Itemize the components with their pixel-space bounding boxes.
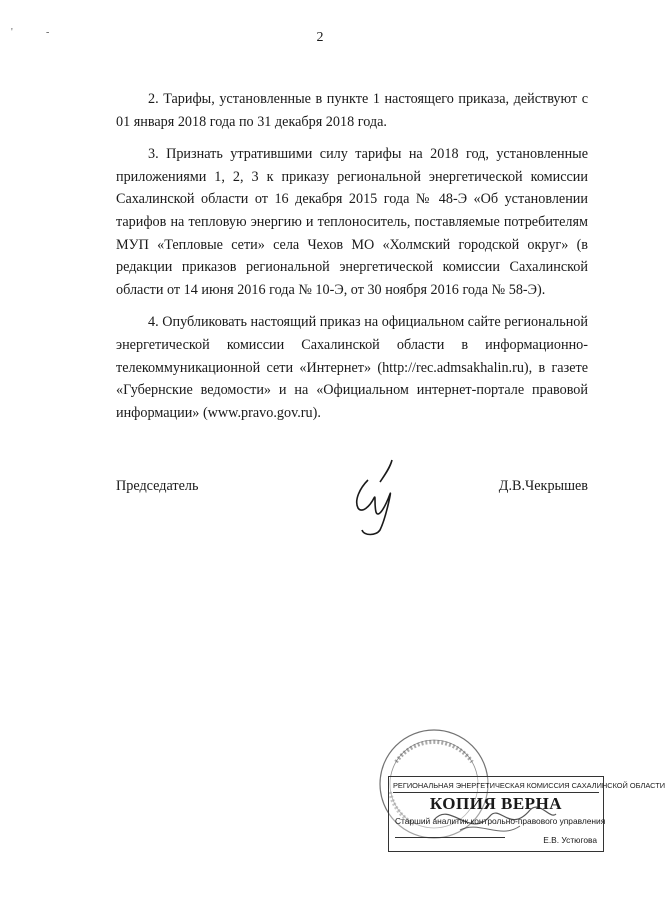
stamp-person: Е.В. Устюгова <box>543 835 597 845</box>
signatory-role: Председатель <box>116 478 199 494</box>
document-body <box>116 88 588 434</box>
page-number: 2 <box>316 30 324 45</box>
handwritten-signature <box>340 458 420 538</box>
paragraph-4: 4. Опубликовать настоящий приказ на официальном сайте региональной энергетической комиссии Сахалинской области в информационно-телекоммуникационной сети «Интернет» (http://rec.admsakhalin.ru), в газете «Губернские ведомости» и на «Официальном интернет-портале правовой информации» (www.pravo.gov.ru). <box>116 314 588 421</box>
scan-artifact: - <box>46 27 50 38</box>
stamp-organization: РЕГИОНАЛЬНАЯ ЭНЕРГЕТИЧЕСКАЯ КОМИССИЯ САХАЛИНСКОЙ ОБЛАСТИ <box>393 781 599 793</box>
stamp-signature <box>430 790 560 850</box>
stamp-title: КОПИЯ ВЕРНА <box>429 794 563 813</box>
stamp-position: Старший аналитик контрольно-правового управления <box>395 816 606 826</box>
paragraph-3: 3. Признать утратившими силу тарифы на 2018 год, установленные приложениями 1, 2, 3 к приказу региональной энергетической комиссии Сахалинской области от 16 декабря 2015 года № 48-Э «Об установлении тарифов на тепловую энергию и теплоноситель, поставляемые потребителям МУП «Тепловые сети» села Чехов МО «Холмский городской округ» (в редакции приказов региональной энергетической комиссии Сахалинской области от 14 июня 2016 года № 10-Э, от 30 ноября 2016 года № 58-Э). <box>116 146 588 298</box>
signatory-name: Д.В.Чекрышев <box>498 478 588 494</box>
scan-artifact: ' <box>11 27 13 38</box>
paragraph-2: 2. Тарифы, установленные в пункте 1 настоящего приказа, действуют с 01 января 2018 года по 31 декабря 2018 года. <box>116 91 588 130</box>
